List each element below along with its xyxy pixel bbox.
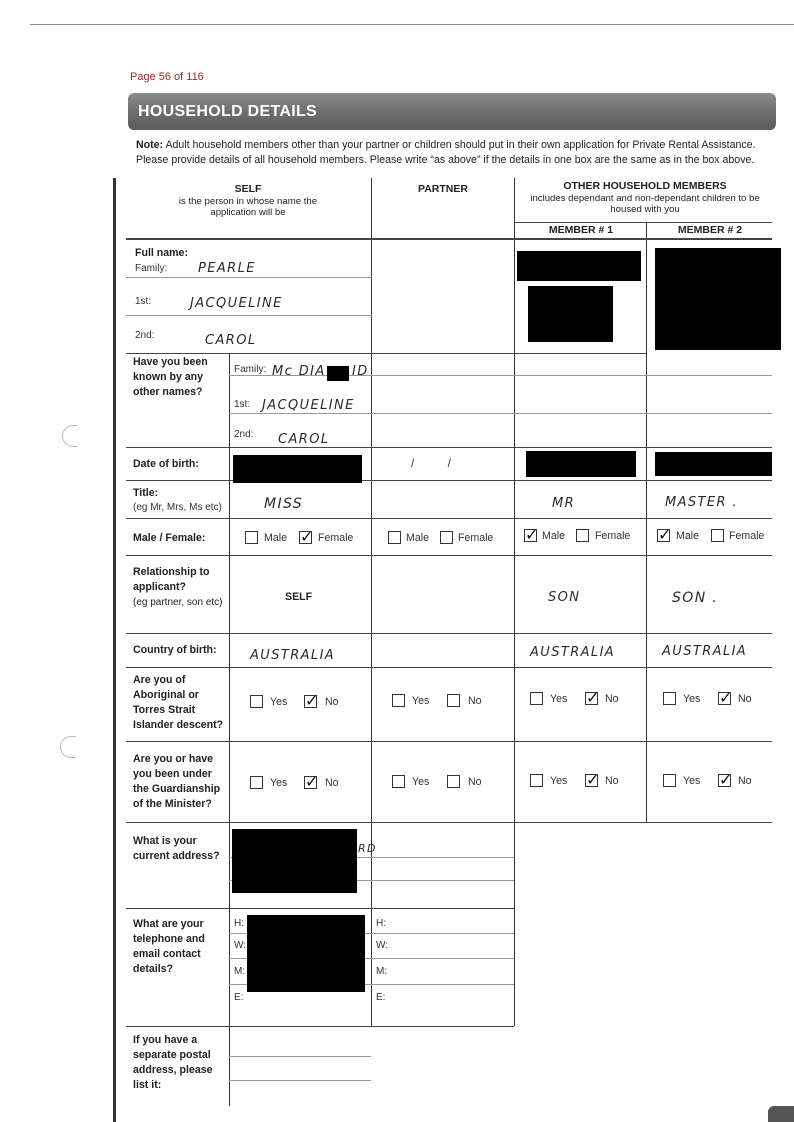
member2-title[interactable]: MASTER .: [665, 495, 739, 510]
self-guardianship-no-checkbox[interactable]: [304, 776, 317, 789]
self-second-name[interactable]: CAROL: [205, 333, 257, 348]
no-label: No: [325, 696, 339, 708]
section-banner: [128, 93, 776, 130]
grid-line: [126, 1026, 514, 1027]
self-home-phone-label: H:: [234, 918, 244, 929]
partner-aboriginal-yes-checkbox[interactable]: [392, 694, 405, 707]
contact-label: What are your telephone and email contact details?: [133, 918, 205, 975]
second-name-label: 2nd:: [135, 330, 155, 341]
no-label: No: [605, 693, 619, 705]
title-hint: (eg Mr, Mrs, Ms etc): [133, 502, 222, 513]
partner-male-checkbox[interactable]: [388, 531, 401, 544]
gender-label: Male / Female:: [133, 532, 206, 544]
grid-line: [646, 222, 647, 822]
other-members-column-header: OTHER HOUSEHOLD MEMBERS includes dependant and non-dependant children to be housed with you: [530, 180, 760, 215]
full-name-label: Full name:: [135, 247, 188, 259]
redaction-block: [526, 451, 636, 477]
form-left-border: [113, 178, 116, 1122]
yes-label: Yes: [550, 693, 568, 705]
yes-label: Yes: [412, 695, 430, 707]
other-family-name-suffix[interactable]: ID: [352, 364, 369, 379]
address-fragment[interactable]: RD: [358, 842, 377, 855]
member2-female-label: Female: [729, 530, 765, 542]
grid-line: [126, 633, 772, 634]
grid-line: [126, 238, 772, 240]
no-label: No: [325, 777, 339, 789]
partner-male-label: Male: [406, 532, 429, 544]
section-title: HOUSEHOLD DETAILS: [138, 103, 318, 120]
note-label: Note:: [136, 139, 164, 151]
other-first-label: 1st:: [234, 399, 251, 410]
yes-label: Yes: [270, 696, 288, 708]
self-male-label: Male: [264, 532, 287, 544]
first-name-label: 1st:: [135, 296, 152, 307]
member2-guardianship-yes-checkbox[interactable]: [663, 774, 676, 787]
family-label: Family:: [135, 263, 168, 274]
self-work-phone-label: W:: [234, 940, 247, 951]
grid-line: [229, 1080, 371, 1081]
member1-female-checkbox[interactable]: [576, 529, 589, 542]
member2-relationship[interactable]: SON .: [672, 590, 719, 606]
partner-dob[interactable]: / /: [411, 456, 452, 470]
self-family-name[interactable]: PEARLE: [198, 261, 256, 276]
top-rule: [30, 24, 794, 25]
partner-aboriginal-no-checkbox[interactable]: [447, 694, 460, 707]
other-second-name[interactable]: CAROL: [278, 432, 330, 447]
redaction-block: [232, 829, 357, 893]
member2-country[interactable]: AUSTRALIA: [662, 644, 748, 659]
no-label: No: [468, 695, 482, 707]
member2-column-header: MEMBER # 2: [677, 224, 743, 236]
self-country[interactable]: AUSTRALIA: [250, 648, 336, 663]
note-paragraph: [136, 138, 776, 168]
grid-line: [126, 908, 514, 909]
grid-line: [126, 353, 646, 354]
partner-email-label: E:: [376, 992, 386, 1003]
member2-male-label: Male: [676, 530, 699, 542]
self-relationship: SELF: [285, 591, 313, 603]
relationship-label: Relationship to applicant? (eg partner, son etc): [133, 566, 223, 608]
grid-line: [126, 277, 372, 278]
punch-hole-mark: [60, 736, 76, 758]
member1-column-header: MEMBER # 1: [548, 224, 614, 236]
member2-male-checkbox[interactable]: [657, 529, 670, 542]
grid-line: [371, 178, 372, 1026]
grid-line: [126, 741, 772, 742]
grid-line: [514, 178, 515, 1026]
no-label: No: [738, 693, 752, 705]
self-column-header: SELF is the person in whose name the application will be: [178, 183, 318, 218]
self-male-checkbox[interactable]: [245, 531, 258, 544]
redaction-block: [655, 452, 772, 476]
partner-guardianship-no-checkbox[interactable]: [447, 775, 460, 788]
yes-label: Yes: [270, 777, 288, 789]
other-family-label: Family:: [234, 364, 267, 375]
yes-label: Yes: [550, 775, 568, 787]
redaction-block: [528, 286, 613, 342]
postal-address-label: If you have a separate postal address, please list it:: [133, 1034, 213, 1091]
title-label: Title:: [133, 487, 159, 499]
member1-aboriginal-no-checkbox[interactable]: [585, 692, 598, 705]
member1-aboriginal-yes-checkbox[interactable]: [530, 692, 543, 705]
grid-line: [126, 555, 772, 556]
country-label: Country of birth:: [133, 644, 217, 656]
address-label: What is your current address?: [133, 835, 220, 862]
member1-guardianship-no-checkbox[interactable]: [585, 774, 598, 787]
redaction-block: [247, 915, 365, 992]
dob-label: Date of birth:: [133, 458, 199, 470]
punch-hole-mark: [62, 425, 78, 447]
grid-line: [229, 1056, 371, 1057]
member1-male-checkbox[interactable]: [524, 529, 537, 542]
member1-female-label: Female: [595, 530, 631, 542]
self-title[interactable]: MISS: [264, 496, 304, 512]
other-first-name[interactable]: JACQUELINE: [262, 398, 355, 413]
grid-line: [126, 447, 772, 448]
grid-line: [126, 315, 372, 316]
grid-line: [514, 222, 772, 223]
redaction-block: [655, 248, 781, 350]
grid-line: [229, 354, 230, 1106]
aboriginal-label: Are you of Aboriginal or Torres Strait Islander descent?: [133, 674, 224, 731]
self-guardianship-yes-checkbox[interactable]: [250, 776, 263, 789]
self-female-label: Female: [318, 532, 354, 544]
yes-label: Yes: [412, 776, 430, 788]
member2-guardianship-no-checkbox[interactable]: [718, 774, 731, 787]
member2-aboriginal-no-checkbox[interactable]: [718, 692, 731, 705]
page-number: Page 56 of 116: [130, 71, 204, 83]
partner-column-header: PARTNER: [418, 183, 468, 195]
no-label: No: [738, 775, 752, 787]
page-corner-tab: [768, 1106, 794, 1122]
self-aboriginal-no-checkbox[interactable]: [304, 695, 317, 708]
redaction-block: [233, 455, 362, 483]
member2-aboriginal-yes-checkbox[interactable]: [663, 692, 676, 705]
member2-female-checkbox[interactable]: [711, 529, 724, 542]
partner-work-phone-label: W:: [376, 940, 389, 951]
member1-relationship[interactable]: SON: [548, 590, 581, 605]
partner-female-label: Female: [458, 532, 494, 544]
grid-line: [229, 413, 772, 414]
grid-line: [126, 518, 772, 519]
partner-female-checkbox[interactable]: [440, 531, 453, 544]
no-label: No: [468, 776, 482, 788]
grid-line: [126, 480, 772, 481]
redaction-block: [327, 366, 349, 381]
grid-line: [126, 822, 772, 823]
redaction-block: [517, 251, 641, 281]
member1-country[interactable]: AUSTRALIA: [530, 645, 616, 660]
member1-male-label: Male: [542, 530, 565, 542]
no-label: No: [605, 775, 619, 787]
other-family-name[interactable]: Mc DIA: [272, 364, 326, 379]
guardianship-label: Are you or have you been under the Guardianship of the Minister?: [133, 753, 221, 810]
other-second-label: 2nd:: [234, 429, 254, 440]
partner-guardianship-yes-checkbox[interactable]: [392, 775, 405, 788]
yes-label: Yes: [683, 693, 701, 705]
yes-label: Yes: [683, 775, 701, 787]
partner-home-phone-label: H:: [376, 918, 386, 929]
member1-guardianship-yes-checkbox[interactable]: [530, 774, 543, 787]
self-email-label: E:: [234, 992, 244, 1003]
self-female-checkbox[interactable]: [299, 531, 312, 544]
self-mobile-label: M:: [234, 966, 246, 977]
member1-title[interactable]: MR: [552, 496, 576, 511]
self-first-name[interactable]: JACQUELINE: [190, 296, 283, 311]
other-names-label: Have you been known by any other names?: [133, 356, 208, 398]
partner-mobile-label: M:: [376, 966, 388, 977]
self-aboriginal-yes-checkbox[interactable]: [250, 695, 263, 708]
grid-line: [126, 667, 772, 668]
note-text: Adult household members other than your partner or children should put in their own application for Private Rental Assistance. Please provide details of all household members. Please write “as above” if the details in one box are the same as in the box above.: [136, 139, 756, 166]
